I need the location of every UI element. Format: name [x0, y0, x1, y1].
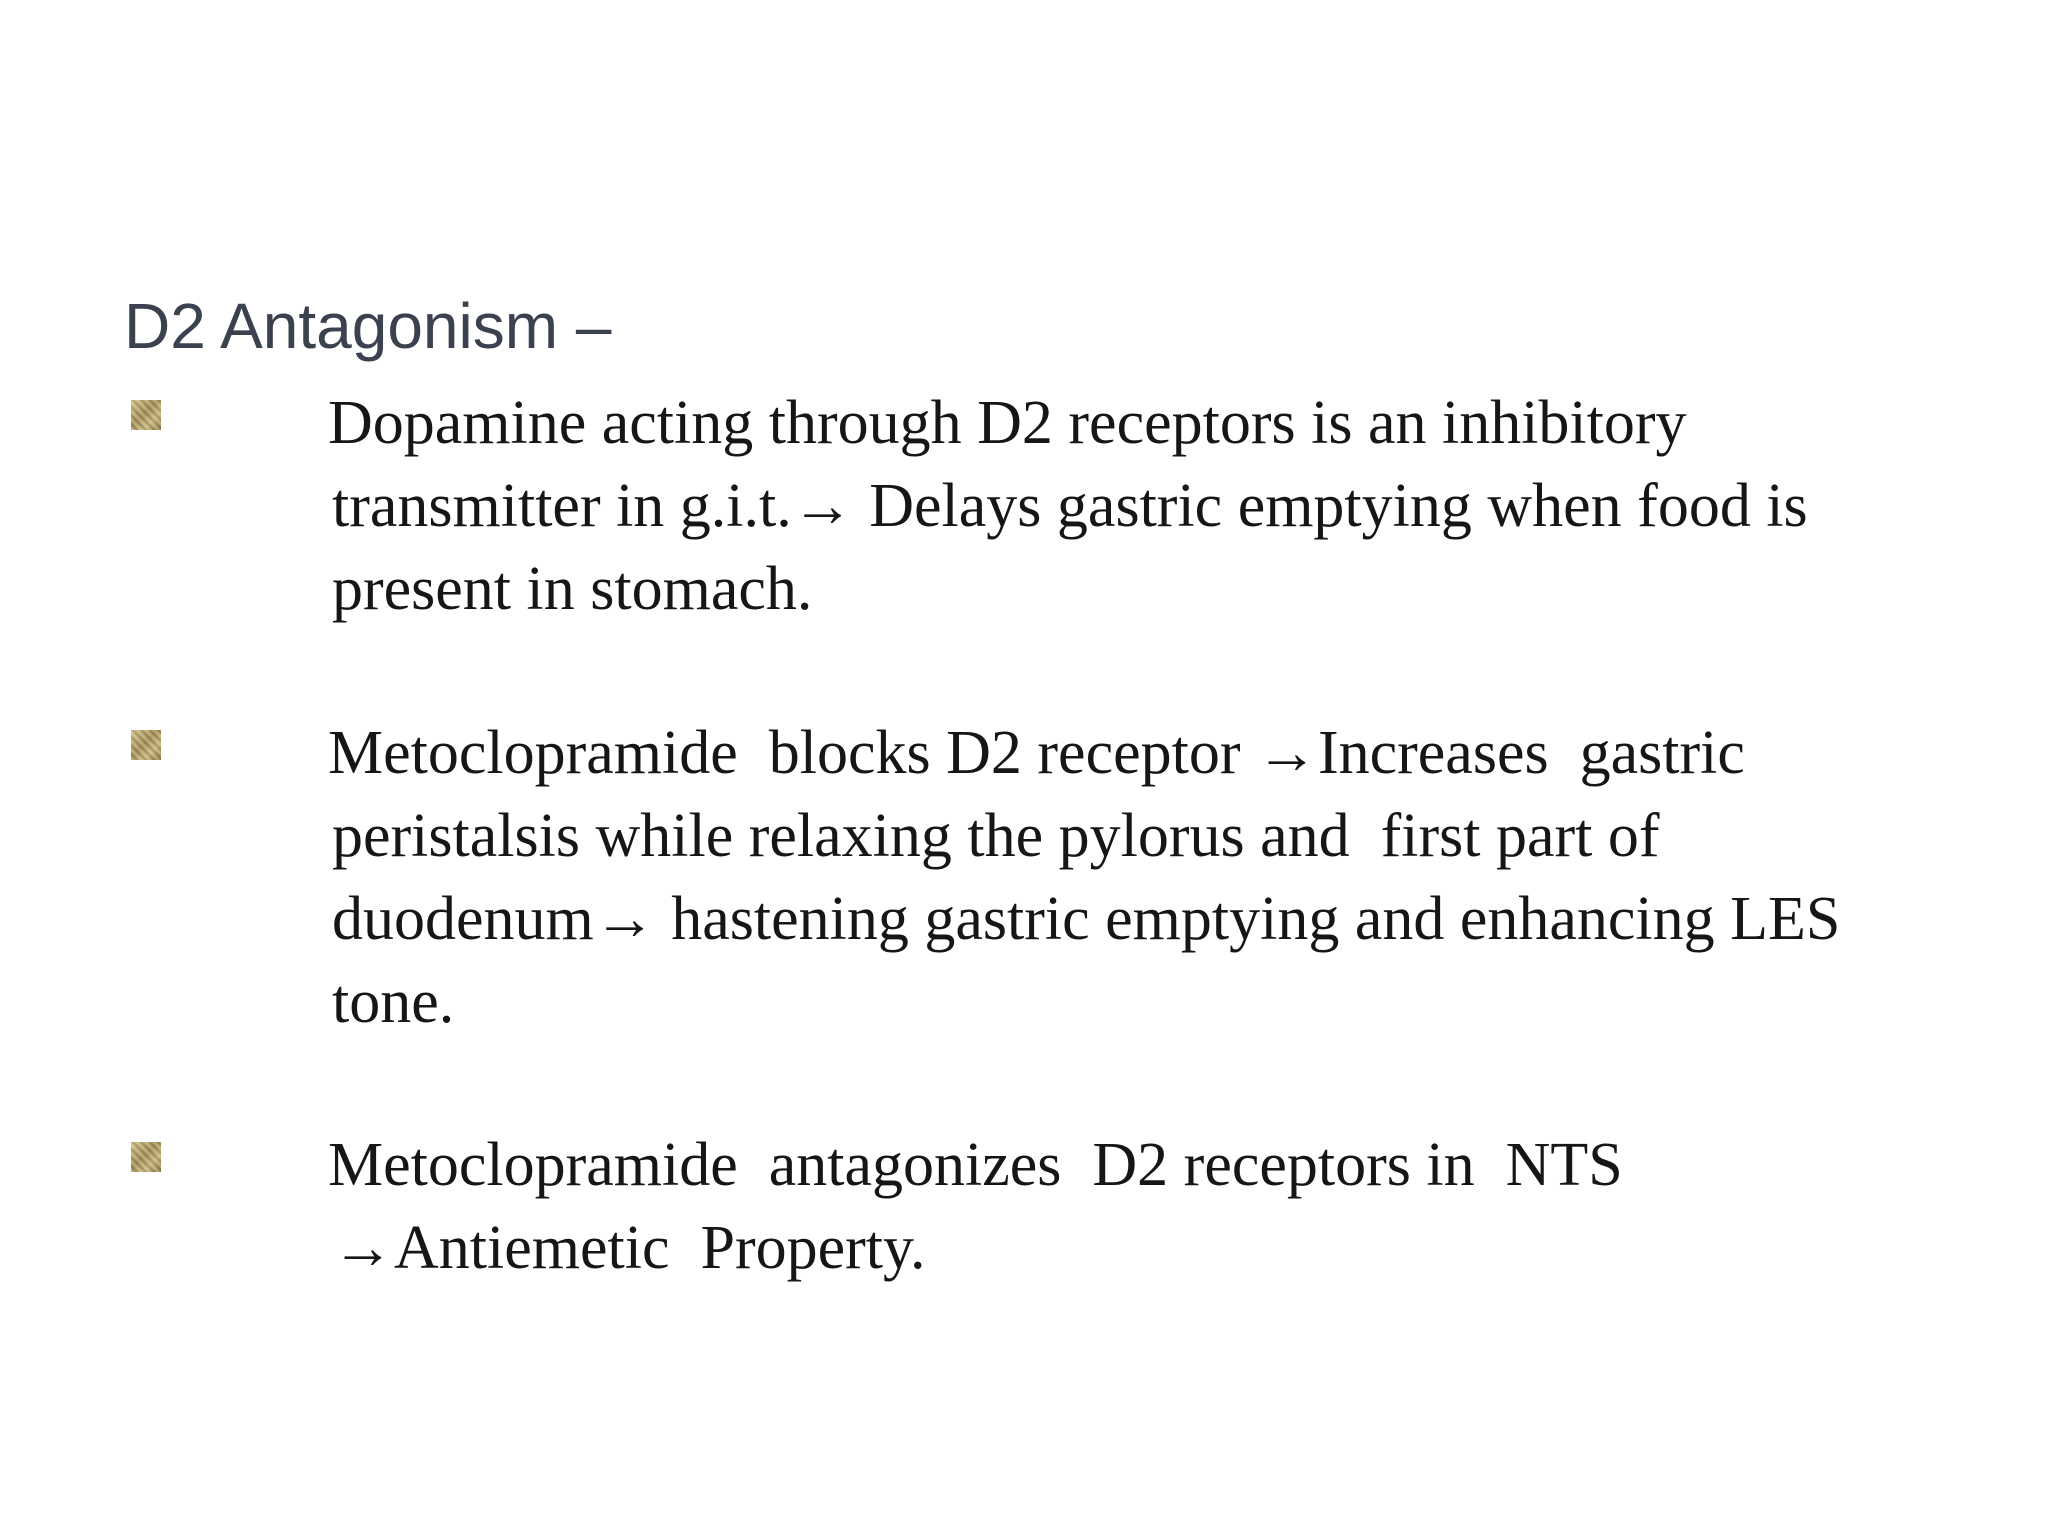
bullet-line: tone. [332, 968, 455, 1036]
bullet-line: Dopamine acting through D2 receptors is an inhibitory [328, 389, 1687, 457]
bullet-line: peristalsis while relaxing the pylorus and first part of [332, 802, 1660, 870]
textured-square-bullet-icon [131, 400, 161, 430]
slide-title: D2 Antagonism – [124, 290, 612, 362]
bullet-line: transmitter in g.i.t.→ Delays gastric emptying when food is [332, 472, 1808, 540]
bullet-text [328, 382, 2012, 631]
bullet-line: duodenum→ hastening gastric emptying and enhancing LES [332, 885, 1841, 953]
bullet-text [328, 1124, 2012, 1290]
bullet-line: Metoclopramide antagonizes D2 receptors in NTS [328, 1131, 1623, 1199]
bullet-line: Metoclopramide blocks D2 receptor →Increases gastric [328, 719, 1745, 787]
textured-square-bullet-icon [131, 730, 161, 760]
bullet-line: →Antiemetic Property. [332, 1214, 926, 1282]
bullet-line: present in stomach. [332, 555, 813, 623]
textured-square-bullet-icon [131, 1142, 161, 1172]
bullet-text [328, 712, 2012, 1044]
